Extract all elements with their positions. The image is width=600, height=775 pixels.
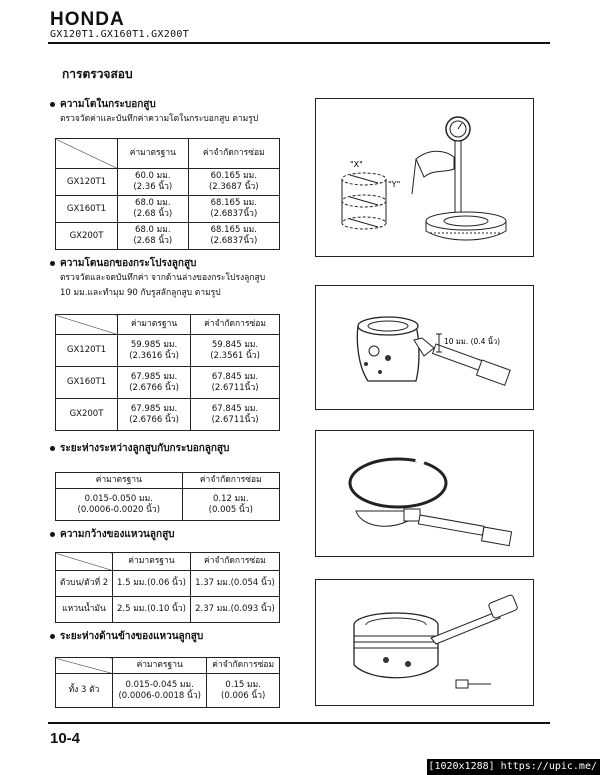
- col-header-limit: ค่าจำกัดการซ่อม: [188, 139, 279, 169]
- clearance-table: [55, 472, 280, 521]
- row-label: แหวนน้ำมัน: [56, 597, 113, 623]
- table-row: [56, 335, 280, 367]
- side-clearance-table: [55, 657, 280, 708]
- row-model: GX120T1: [56, 335, 118, 367]
- limit-value: 68.165 มม. (2.6837นิ้ว): [188, 196, 279, 223]
- row-model: GX120T1: [56, 169, 118, 196]
- section-title: การตรวจสอบ: [62, 67, 133, 81]
- std-value: 2.5 มม.(0.10 นิ้ว): [113, 597, 191, 623]
- label-y: "Y": [388, 180, 401, 189]
- row-label: ทั้ง 3 ตัว: [56, 674, 113, 708]
- row-model: GX200T: [56, 399, 118, 431]
- watermark: [1020x1288] https://upic.me/: [427, 759, 600, 775]
- table-row: [56, 367, 280, 399]
- feeler-gauge-illustration: [316, 580, 533, 705]
- table-row: [56, 399, 280, 431]
- clearance-heading: ระยะห่างระหว่างลูกสูบกับกระบอกลูกสูบ: [50, 441, 229, 456]
- table-row: [56, 597, 280, 623]
- col-header-std: ค่ามาตรฐาน: [113, 658, 207, 674]
- std-value: 67.985 มม. (2.6766 นิ้ว): [118, 367, 191, 399]
- limit-value: 67.845 มม. (2.6711นิ้ว): [191, 367, 280, 399]
- bore-gauge-illustration: [316, 99, 533, 256]
- piston-ring-illustration: [316, 431, 533, 556]
- std-value: 0.015-0.045 มม. (0.0006-0.0018 นิ้ว): [113, 674, 207, 708]
- limit-value: 0.15 มม. (0.006 นิ้ว): [207, 674, 280, 708]
- limit-value: 59.845 มม. (2.3561 นิ้ว): [191, 335, 280, 367]
- table-corner: [56, 315, 118, 335]
- piston-od-heading: ความโตนอกของกระโปรงลูกสูบ: [50, 256, 196, 271]
- cylinder-id-table: [55, 138, 280, 250]
- bullet-icon: [50, 102, 55, 107]
- side-clearance-heading: ระยะห่างด้านข้างของแหวนลูกสูบ: [50, 629, 203, 644]
- footer-divider: [48, 722, 550, 724]
- std-value: 67.985 มม. (2.6766 นิ้ว): [118, 399, 191, 431]
- col-header-limit: ค่าจำกัดการซ่อม: [182, 473, 279, 489]
- bullet-icon: [50, 261, 55, 266]
- col-header-limit: ค่าจำกัดการซ่อม: [207, 658, 280, 674]
- cylinder-id-desc: ตรวจวัดค่าและบันทึกค่าความโตในกระบอกสูบ ตามรูป: [60, 114, 259, 124]
- limit-value: 60.165 มม. (2.3687 นิ้ว): [188, 169, 279, 196]
- row-model: GX160T1: [56, 196, 118, 223]
- brand-logo: HONDA: [50, 9, 125, 30]
- col-header-std: ค่ามาตรฐาน: [118, 139, 189, 169]
- figure-bore-gauge: [315, 98, 534, 257]
- table-row: [56, 223, 280, 250]
- row-label: ตัวบน/ตัวที่ 2: [56, 571, 113, 597]
- table-row: [56, 489, 280, 521]
- std-value: 59.985 มม. (2.3616 นิ้ว): [118, 335, 191, 367]
- col-header-limit: ค่าจำกัดการซ่อม: [191, 315, 280, 335]
- dimension-label: 10 มม. (0.4 นิ้ว): [444, 337, 501, 346]
- limit-value: 0.12 มม. (0.005 นิ้ว): [182, 489, 279, 521]
- ring-width-table: [55, 552, 280, 623]
- micrometer-piston-illustration: [316, 286, 533, 409]
- col-header-std: ค่ามาตรฐาน: [118, 315, 191, 335]
- figure-micrometer-piston: [315, 285, 534, 410]
- std-value: 68.0 มม. (2.68 นิ้ว): [118, 223, 189, 250]
- cylinder-id-heading: ความโตในกระบอกสูบ: [50, 97, 156, 112]
- limit-value: 1.37 มม.(0.054 นิ้ว): [190, 571, 279, 597]
- label-x: "X": [350, 160, 363, 169]
- table-corner: [56, 553, 113, 571]
- std-value: 1.5 มม.(0.06 นิ้ว): [113, 571, 191, 597]
- row-model: GX160T1: [56, 367, 118, 399]
- col-header-std: ค่ามาตรฐาน: [113, 553, 191, 571]
- bullet-icon: [50, 532, 55, 537]
- bullet-icon: [50, 634, 55, 639]
- piston-od-table: [55, 314, 280, 431]
- bullet-icon: [50, 446, 55, 451]
- figure-feeler-gauge: [315, 579, 534, 706]
- model-line: GX120T1.GX160T1.GX200T: [50, 29, 190, 40]
- table-row: [56, 571, 280, 597]
- ring-width-heading: ความกว้างของแหวนลูกสูบ: [50, 527, 175, 542]
- limit-value: 2.37 มม.(0.093 นิ้ว): [190, 597, 279, 623]
- limit-value: 67.845 มม. (2.6711นิ้ว): [191, 399, 280, 431]
- std-value: 0.015-0.050 มม. (0.0006-0.0020 นิ้ว): [56, 489, 183, 521]
- col-header-std: ค่ามาตรฐาน: [56, 473, 183, 489]
- page-number: 10-4: [50, 730, 81, 747]
- row-model: GX200T: [56, 223, 118, 250]
- table-corner: [56, 139, 118, 169]
- std-value: 60.0 มม. (2.36 นิ้ว): [118, 169, 189, 196]
- table-corner: [56, 658, 113, 674]
- piston-od-desc: ตรวจวัดและจดบันทึกค่า จากด้านล่างของกระโปรงลูกสูบ 10 มม.และทำมุม 90 กับรูสลักลูกสูบ ตามรูป: [60, 273, 266, 298]
- header-divider: [48, 42, 550, 44]
- figure-ring-gauge: [315, 430, 534, 557]
- table-row: [56, 674, 280, 708]
- table-row: [56, 169, 280, 196]
- std-value: 68.0 มม. (2.68 นิ้ว): [118, 196, 189, 223]
- table-row: [56, 196, 280, 223]
- limit-value: 68.165 มม. (2.6837นิ้ว): [188, 223, 279, 250]
- col-header-limit: ค่าจำกัดการซ่อม: [190, 553, 279, 571]
